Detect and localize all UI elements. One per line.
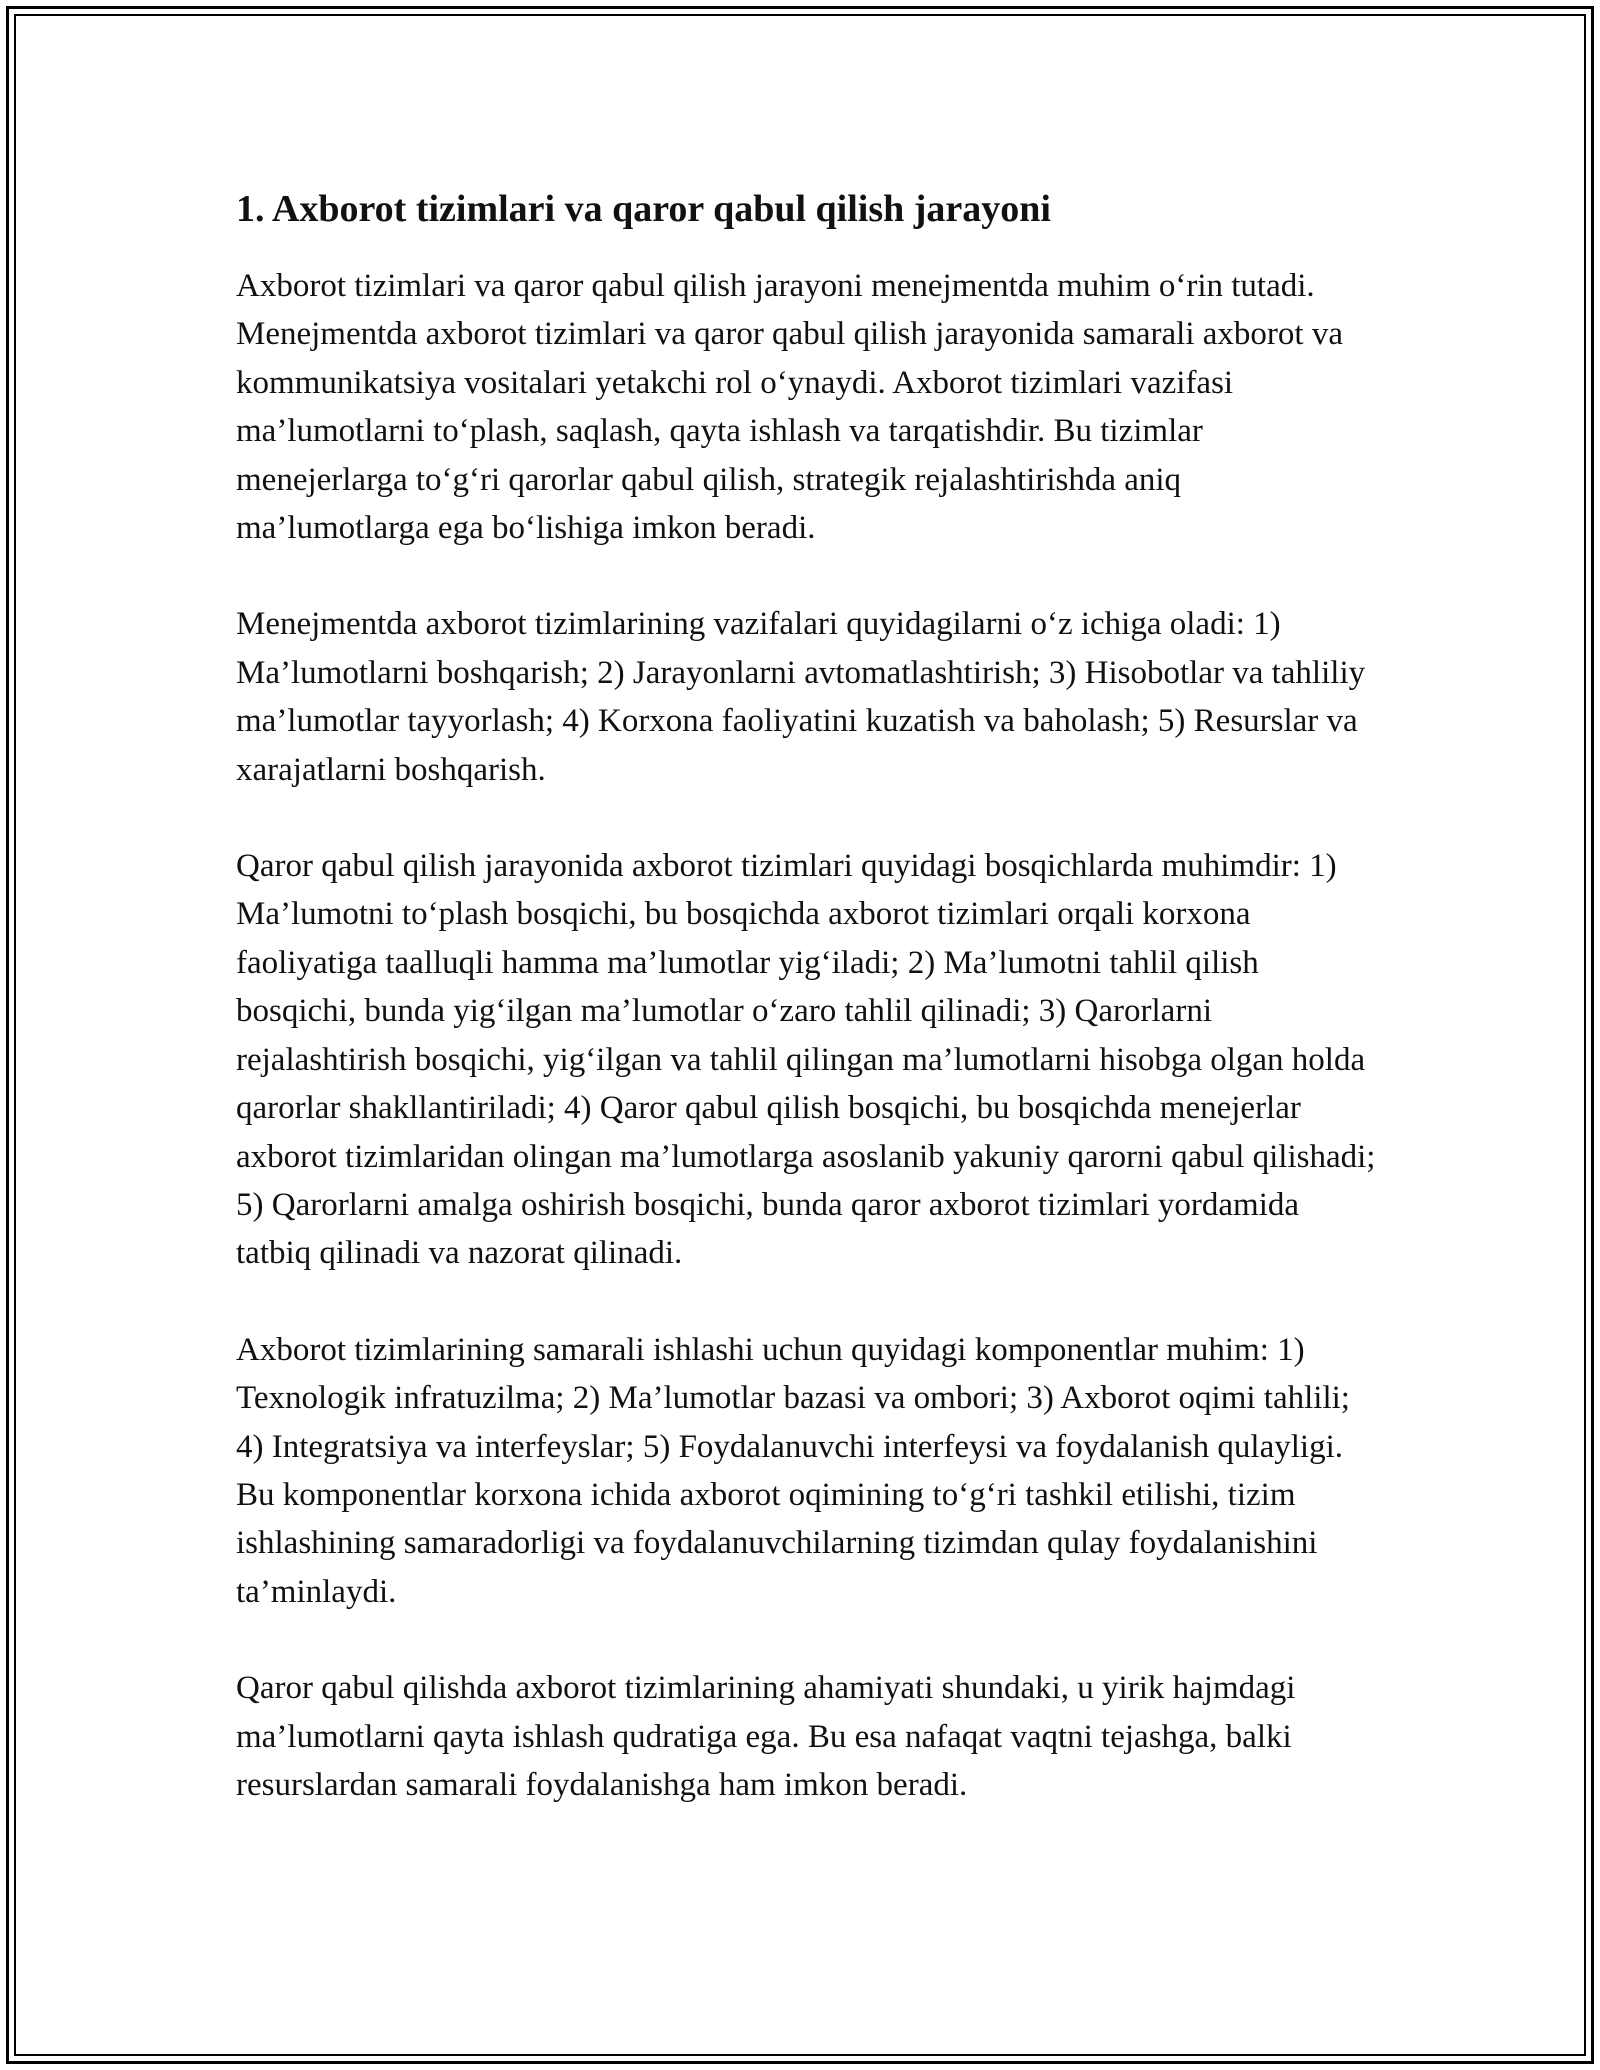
section-heading: 1. Axborot tizimlari va qaror qabul qilish jarayoni <box>236 188 1051 230</box>
paragraph-functions: Menejmentda axborot tizimlarining vazifalari quyidagilarni o‘z ichiga oladi: 1) Ma’lumotlarni boshqarish; 2) Jarayonlarni avtomatlashtirish; 3) Hisobotlar va tahliliy ma’lumotlar tayyorlash; 4) Korxona faoliyatini kuzatish va baholash; 5) Resurslar va xarajatlarni boshqarish. <box>236 606 1366 788</box>
document-body <box>236 185 1376 1857</box>
paragraph-intro: Axborot tizimlari va qaror qabul qilish jarayoni menejmentda muhim o‘rin tutadi. Menejmentda axborot tizimlari va qaror qabul qilish jarayonida samarali axborot va kommunikatsiya vositalari yetakchi rol o‘ynaydi. Axborot tizimlari vazifasi ma’lumotlarni to‘plash, saqlash, qayta ishlash va tarqatishdir. Bu tizimlar menejerlarga to‘g‘ri qarorlar qabul qilish, strategik rejalashtirishda aniq ma’lumotlarga ega bo‘lishiga imkon beradi. <box>236 268 1343 547</box>
paragraph-components: Axborot tizimlarining samarali ishlashi uchun quyidagi komponentlar muhim: 1) Texnologik infratuzilma; 2) Ma’lumotlar bazasi va ombori; 3) Axborot oqimi tahlili; 4) Integratsiya va interfeyslar; 5) Foydalanuvchi interfeysi va foydalanish qulayligi. Bu komponentlar korxona ichida axborot oqimining to‘g‘ri tashkil etilishi, tizim ishlashining samaradorligi va foydalanuvchilarning tizimdan qulay foydalanishini ta’minlaydi. <box>236 1331 1350 1610</box>
paragraph-importance: Qaror qabul qilishda axborot tizimlarining ahamiyati shundaki, u yirik hajmdagi ma’lumotlarni qayta ishlash qudratiga ega. Bu esa nafaqat vaqtni tejashga, balki resurslardan samarali foydalanishga ham imkon beradi. <box>236 1670 1296 1803</box>
paragraph-decision-stages: Qaror qabul qilish jarayonida axborot tizimlari quyidagi bosqichlarda muhimdir: 1) Ma’lumotni to‘plash bosqichi, bu bosqichda axborot tizimlari orqali korxona faoliyatiga taalluqli hamma ma’lumotlar yig‘iladi; 2) Ma’lumotni tahlil qilish bosqichi, bunda yig‘ilgan ma’lumotlar o‘zaro tahlil qilinadi; 3) Qarorlarni rejalashtirish bosqichi, yig‘ilgan va tahlil qilingan ma’lumotlarni hisobga olgan holda qarorlar shakllantiriladi; 4) Qaror qabul qilish bosqichi, bu bosqichda menejerlar axborot tizimlaridan olingan ma’lumotlarga asoslanib yakuniy qarorni qabul qilishadi; 5) Qarorlarni amalga oshirish bosqichi, bunda qaror axborot tizimlari yordamida tatbiq qilinadi va nazorat qilinadi. <box>236 848 1376 1272</box>
